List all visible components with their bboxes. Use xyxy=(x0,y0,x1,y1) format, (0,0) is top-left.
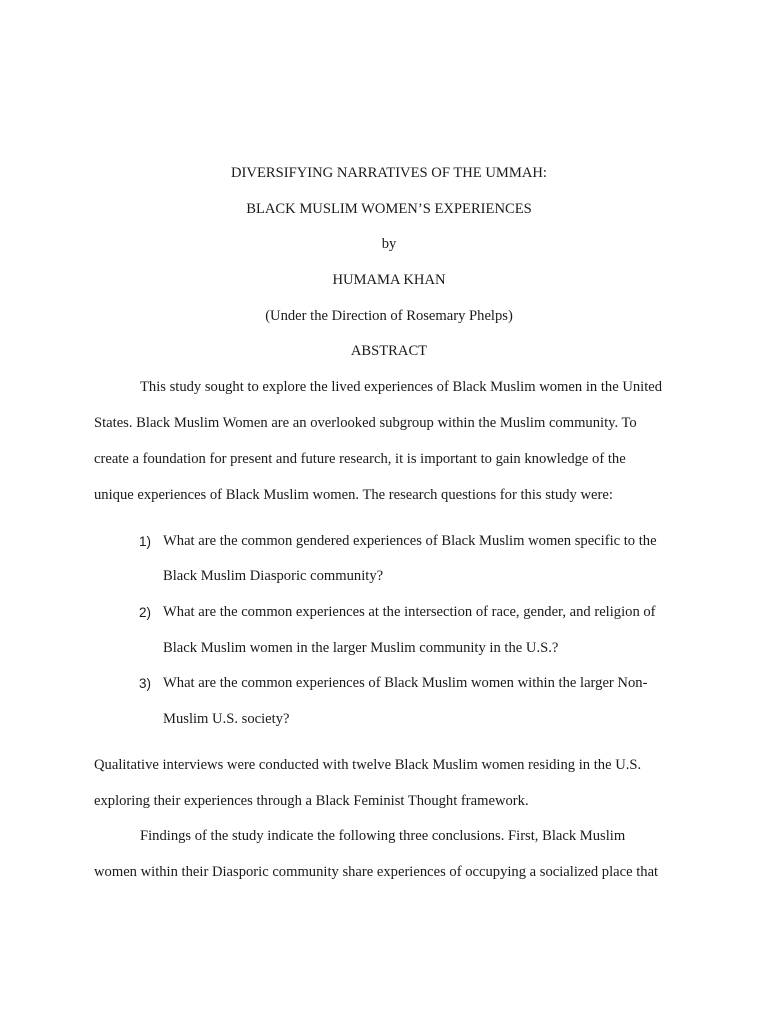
paragraph-1-line-3: create a foundation for present and future research, it is important to gain knowledge of the xyxy=(94,451,626,467)
question-3-line-1: What are the common experiences of Black Muslim women within the larger Non- xyxy=(163,675,648,691)
question-2-line-2: Black Muslim women in the larger Muslim community in the U.S.? xyxy=(163,640,559,656)
by-line: by xyxy=(381,236,397,252)
paragraph-1-line-1: This study sought to explore the lived experiences of Black Muslim women in the United xyxy=(140,379,663,395)
title-line-2: BLACK MUSLIM WOMEN’S EXPERIENCES xyxy=(246,201,532,217)
question-1-line-2: Black Muslim Diasporic community? xyxy=(163,568,384,584)
paragraph-1-line-2: States. Black Muslim Women are an overlooked subgroup within the Muslim community. To xyxy=(94,415,637,431)
question-1-number: 1) xyxy=(139,534,152,549)
author-name: HUMAMA KHAN xyxy=(332,272,446,288)
question-2-number: 2) xyxy=(139,605,152,620)
paragraph-2-line-1: Qualitative interviews were conducted with twelve Black Muslim women residing in the U.S. xyxy=(94,757,642,773)
paragraph-3-line-2: women within their Diasporic community share experiences of occupying a socialized place that xyxy=(94,864,659,880)
title-line-1: DIVERSIFYING NARRATIVES OF THE UMMAH: xyxy=(231,165,547,181)
abstract-heading: ABSTRACT xyxy=(350,343,428,359)
question-3-line-2: Muslim U.S. society? xyxy=(163,711,290,727)
question-2-line-1: What are the common experiences at the intersection of race, gender, and religion of xyxy=(163,604,656,620)
paragraph-3-line-1: Findings of the study indicate the following three conclusions. First, Black Muslim xyxy=(140,828,626,844)
paragraph-1-line-4: unique experiences of Black Muslim women. The research questions for this study were: xyxy=(94,487,613,503)
question-3-number: 3) xyxy=(139,676,152,691)
question-1-line-1: What are the common gendered experiences of Black Muslim women specific to the xyxy=(163,533,657,549)
direction-line: (Under the Direction of Rosemary Phelps) xyxy=(265,308,513,324)
paragraph-2-line-2: exploring their experiences through a Black Feminist Thought framework. xyxy=(94,793,529,809)
